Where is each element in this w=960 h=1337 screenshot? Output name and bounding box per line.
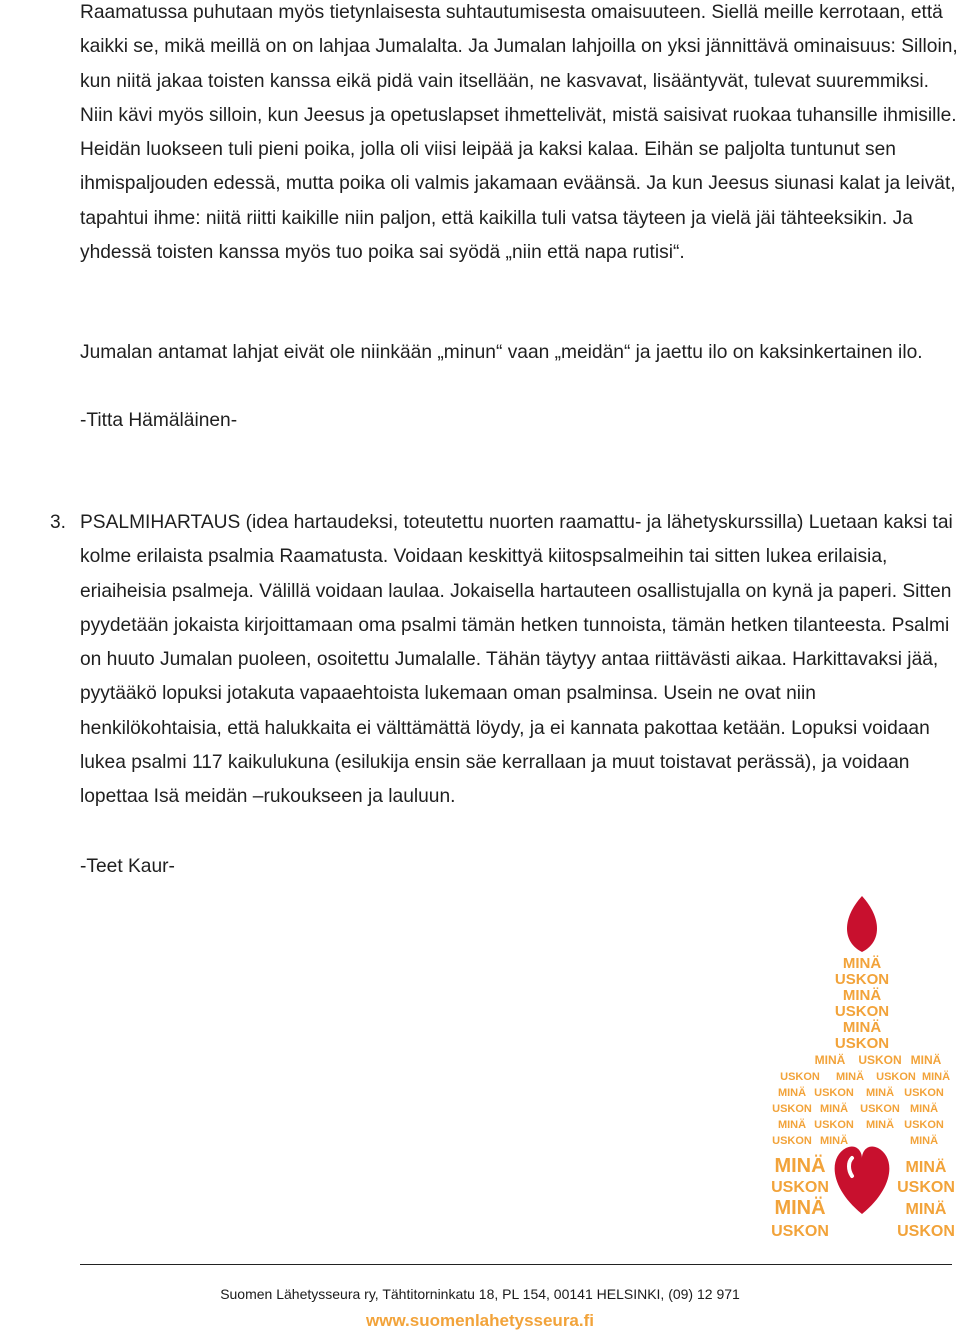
svg-text:USKON: USKON [858,1053,902,1067]
footer-divider [80,1264,952,1265]
svg-text:USKON: USKON [780,1071,820,1083]
svg-text:MINÄ: MINÄ [842,955,882,972]
section-psalmihartaus [50,506,958,815]
svg-text:MINÄ: MINÄ [865,1119,895,1131]
svg-text:MINÄ: MINÄ [905,1201,947,1218]
svg-text:USKON: USKON [834,971,890,988]
svg-text:USKON: USKON [904,1119,944,1131]
svg-text:USKON: USKON [834,1035,890,1052]
svg-text:USKON: USKON [876,1071,916,1083]
svg-text:USKON: USKON [772,1135,812,1147]
svg-text:MINÄ: MINÄ [921,1071,951,1083]
svg-text:MINÄ: MINÄ [814,1053,846,1067]
section-text: PSALMIHARTAUS (idea hartaudeksi, toteutettu nuorten raamattu- ja lähetyskurssilla) Luetaan kaksi tai kolme erilaista psalmia Raamatusta. Voidaan keskittyä kiitospsalmeihin tai sitten lukea erilaisia, eriaiheisia psalmeja. Välillä voidaan laulaa. Jokaisella hartauteen osallistujalla on kynä ja paperi. Sitten pyydetään jokaista kirjoittamaan oma psalmi tämän hetken tunnoista, tämän hetken tilanteesta. Psalmi on huuto Jumalan puoleen, osoitettu Jumalalle. Tähän täytyy antaa riittävästi aikaa. Harkittavaksi jää, pyytääkö lopuksi jotakuta vapaaehtoista lukemaan oman psalminsa. Usein ne ovat niin henkilökohtaisia, että halukkaita ei välttämättä löydy, ja ei kannata pakottaa ketään. Lopuksi voidaan lukea psalmi 117 kaikulukuna (esilukija ensin säe kerrallaan ja muut toistavat perässä), ja voidaan lopettaa Isä meidän –rukoukseen ja lauluun. [80,512,953,808]
svg-text:MINÄ: MINÄ [865,1087,895,1099]
svg-text:MINÄ: MINÄ [909,1135,939,1147]
svg-text:MINÄ: MINÄ [819,1103,849,1115]
svg-text:MINÄ: MINÄ [774,1155,826,1177]
svg-text:MINÄ: MINÄ [774,1197,826,1219]
signature-teet: -Teet Kaur- [80,856,175,877]
svg-text:MINÄ: MINÄ [910,1053,942,1067]
svg-text:MINÄ: MINÄ [842,1019,882,1036]
section-number: 3. [50,512,67,533]
svg-text:MINÄ: MINÄ [835,1071,865,1083]
svg-text:USKON: USKON [860,1103,900,1115]
svg-text:USKON: USKON [771,1179,829,1196]
footer-address: Suomen Lähetysseura ry, Tähtitorninkatu 18, PL 154, 00141 HELSINKI, (09) 12 971 [220,1286,740,1302]
svg-text:USKON: USKON [772,1103,812,1115]
svg-text:MINÄ: MINÄ [777,1119,807,1131]
svg-text:USKON: USKON [771,1223,829,1240]
svg-text:USKON: USKON [814,1087,854,1099]
svg-text:MINÄ: MINÄ [905,1159,947,1176]
svg-text:USKON: USKON [897,1223,955,1240]
footer-url-link[interactable]: www.suomenlahetysseura.fi [366,1311,594,1330]
svg-text:USKON: USKON [904,1087,944,1099]
candle-heart-logo-icon [770,896,955,1250]
svg-text:USKON: USKON [814,1119,854,1131]
story-paragraph: Raamatussa puhutaan myös tietynlaisesta suhtautumisesta omaisuuteen. Siellä meille kerrotaan, että kaikki se, mikä meillä on on lahjaa Jumalalta. Ja Jumalan lahjoilla on yksi jännittävä ominaisuus: Silloin, kun niitä jakaa toisten kanssa eikä pidä vain itsellään, ne kasvavat, lisääntyvät, tulevat suuremmiksi. Niin kävi myös silloin, kun Jeesus ja opetuslapset ihmettelivät, mistä saisivat ruokaa tuhansille ihmisille. Heidän luokseen tuli pieni poika, jolla oli viisi leipää ja kaksi kalaa. Eihän se paljolta tuntunut sen ihmispaljouden edessä, mutta poika oli valmis jakamaan eväänsä. Ja kun Jeesus siunasi kalat ja leivät, tapahtui ihme: niitä riitti kaikille niin paljon, että kaikilla tuli vatsa täyteen ja vielä jäi tähteeksikin. Ja yhdessä toisten kanssa myös tuo poika sai syödä „niin että napa rutisi“. [80,2,958,264]
svg-text:MINÄ: MINÄ [842,987,882,1004]
svg-text:USKON: USKON [897,1179,955,1196]
svg-text:MINÄ: MINÄ [777,1087,807,1099]
svg-text:USKON: USKON [834,1003,890,1020]
svg-text:MINÄ: MINÄ [819,1135,849,1147]
signature-titta: -Titta Hämäläinen- [80,410,238,431]
svg-text:MINÄ: MINÄ [909,1103,939,1115]
story-closing: Jumalan antamat lahjat eivät ole niinkään „minun“ vaan „meidän“ ja jaettu ilo on kaksinkertainen ilo. [80,342,923,363]
